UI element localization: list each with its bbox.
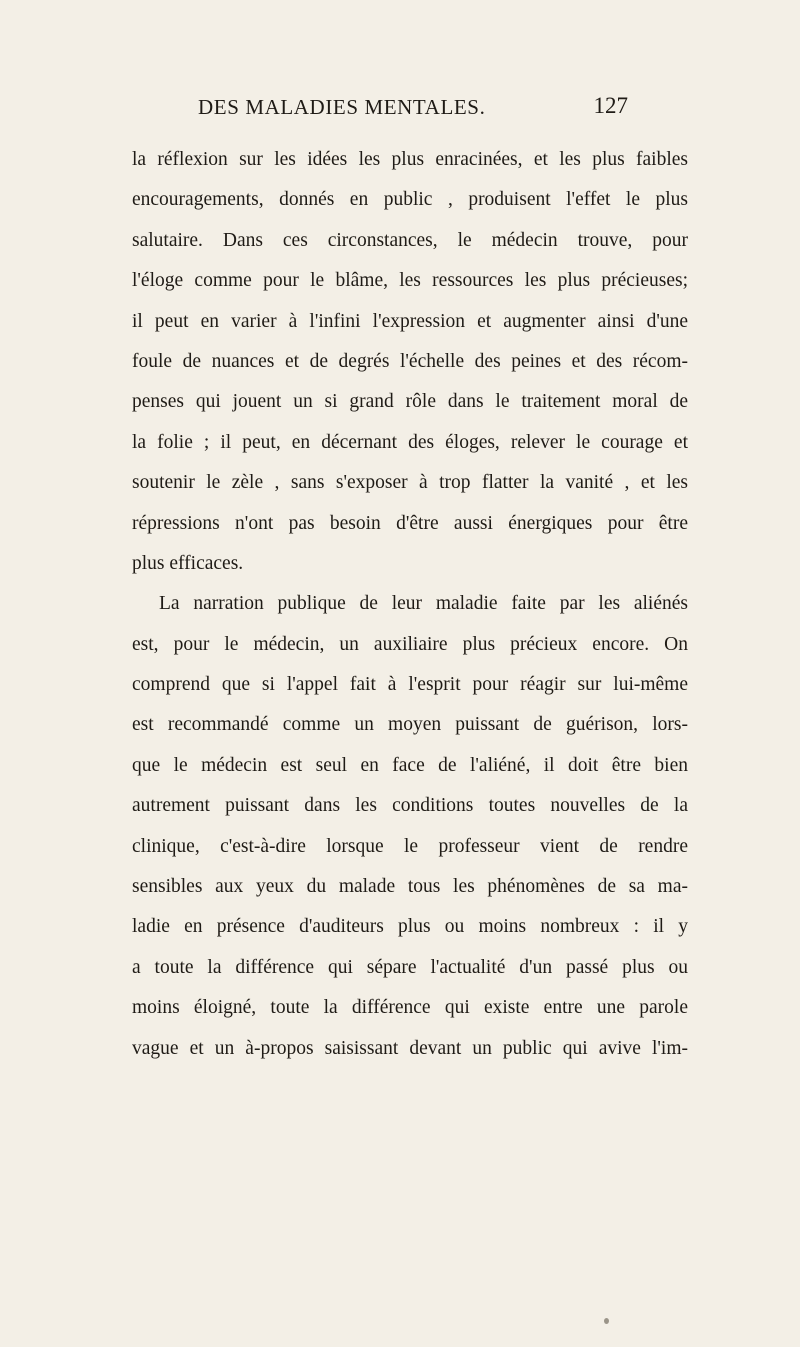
text-line: comprend que si l'appel fait à l'esprit pour réagir sur lui-même: [132, 674, 688, 696]
running-head: [198, 95, 628, 125]
text-line: autrement puissant dans les conditions toutes nouvelles de la: [132, 795, 688, 817]
running-title: DES MALADIES MENTALES.: [198, 95, 486, 119]
text-line: que le médecin est seul en face de l'aliéné, il doit être bien: [132, 754, 688, 776]
text-line: encouragements, donnés en public , produisent l'effet le plus: [132, 189, 688, 211]
text-line: salutaire. Dans ces circonstances, le médecin trouve, pour: [132, 229, 688, 251]
text-line: clinique, c'est-à-dire lorsque le professeur vient de rendre: [132, 835, 688, 857]
text-line: est recommandé comme un moyen puissant de guérison, lors-: [132, 714, 688, 736]
text-line: a toute la différence qui sépare l'actualité d'un passé plus ou: [132, 956, 688, 978]
text-line: La narration publique de leur maladie faite par les aliénés: [159, 593, 688, 615]
text-line: la réflexion sur les idées les plus enracinées, et les plus faibles: [132, 149, 688, 170]
paragraph-1: [132, 140, 688, 584]
text-line: est, pour le médecin, un auxiliaire plus précieux encore. On: [132, 633, 688, 655]
text-line: répressions n'ont pas besoin d'être aussi énergiques pour être: [132, 512, 688, 534]
text-line: penses qui jouent un si grand rôle dans le traitement moral de: [132, 391, 688, 413]
page-number: 127: [593, 93, 628, 118]
text-line: moins éloigné, toute la différence qui existe entre une parole: [132, 997, 688, 1019]
text-line: plus efficaces.: [132, 552, 244, 574]
text-line: foule de nuances et de degrés l'échelle des peines et des récom-: [132, 350, 688, 372]
text-line: sensibles aux yeux du malade tous les phénomènes de sa ma-: [132, 876, 688, 898]
text-line: l'éloge comme pour le blâme, les ressources les plus précieuses;: [132, 270, 688, 292]
text-line: la folie ; il peut, en décernant des éloges, relever le courage et: [132, 431, 688, 453]
body-text: [132, 140, 688, 1069]
paper-speck: [604, 1318, 609, 1324]
text-line: ladie en présence d'auditeurs plus ou moins nombreux : il y: [132, 916, 688, 938]
text-line: vague et un à-propos saisissant devant un public qui avive l'im-: [132, 1037, 688, 1059]
text-line: soutenir le zèle , sans s'exposer à trop flatter la vanité , et les: [132, 472, 688, 494]
paragraph-2: [132, 584, 688, 1069]
text-line: il peut en varier à l'infini l'expression et augmenter ainsi d'une: [132, 310, 688, 332]
